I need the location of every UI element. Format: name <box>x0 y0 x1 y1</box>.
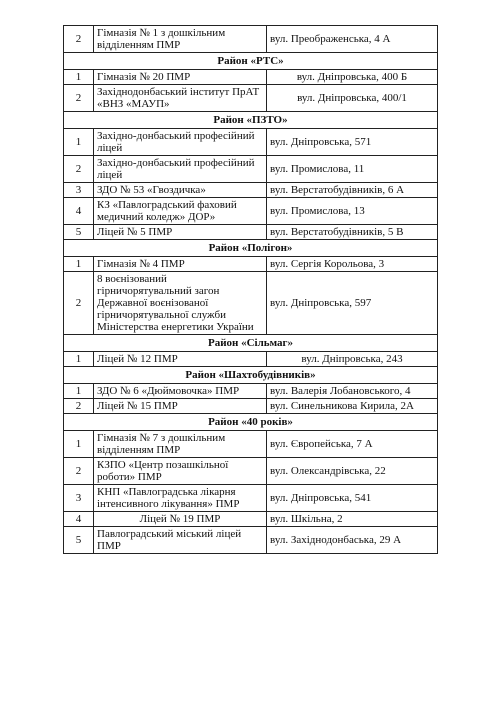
table-row <box>64 399 438 414</box>
row-number: 2 <box>64 458 94 485</box>
table-row <box>64 384 438 399</box>
institution-name: Гімназія № 20 ПМР <box>94 70 267 85</box>
row-number: 5 <box>64 527 94 554</box>
institution-name: ЗДО № 6 «Дюймовочка» ПМР <box>94 384 267 399</box>
row-number: 2 <box>64 272 94 335</box>
table-row <box>64 70 438 85</box>
institution-address: вул. Верстатобудівників, 5 В <box>267 225 438 240</box>
row-number: 2 <box>64 399 94 414</box>
institution-address: вул. Олександрівська, 22 <box>267 458 438 485</box>
table-row <box>64 26 438 53</box>
table-row <box>64 257 438 272</box>
institution-address: вул. Шкільна, 2 <box>267 512 438 527</box>
institution-address: вул. Промислова, 11 <box>267 156 438 183</box>
row-number: 1 <box>64 129 94 156</box>
institution-address: вул. Дніпровська, 597 <box>267 272 438 335</box>
table-row <box>64 183 438 198</box>
section-header-row <box>64 240 438 257</box>
row-number: 1 <box>64 257 94 272</box>
table-body <box>64 26 438 554</box>
row-number: 1 <box>64 431 94 458</box>
section-header-row <box>64 414 438 431</box>
section-title: Район «РТС» <box>64 53 438 70</box>
addresses-table <box>63 25 438 554</box>
section-header-row <box>64 367 438 384</box>
institution-name: Гімназія № 7 з дошкільним відділенням ПМР <box>94 431 267 458</box>
institution-name: Ліцей № 15 ПМР <box>94 399 267 414</box>
institution-name: КЗ «Павлоградський фаховий медичний коледж» ДОР» <box>94 198 267 225</box>
section-header-row <box>64 112 438 129</box>
section-title: Район «Полігон» <box>64 240 438 257</box>
table-row <box>64 272 438 335</box>
row-number: 2 <box>64 26 94 53</box>
table-row <box>64 431 438 458</box>
row-number: 3 <box>64 183 94 198</box>
institution-address: вул. Дніпровська, 400/1 <box>267 85 438 112</box>
institution-name: Ліцей № 5 ПМР <box>94 225 267 240</box>
institution-name: 8 воєнізований гірничорятувальний загон Державної воєнізованої гірничорятувальної служби Міністерства енергетики України <box>94 272 267 335</box>
section-title: Район «ПЗТО» <box>64 112 438 129</box>
table-row <box>64 225 438 240</box>
institution-name: Ліцей № 19 ПМР <box>94 512 267 527</box>
row-number: 5 <box>64 225 94 240</box>
section-title: Район «Шахтобудівників» <box>64 367 438 384</box>
table-row <box>64 85 438 112</box>
table-row <box>64 156 438 183</box>
institution-address: вул. Промислова, 13 <box>267 198 438 225</box>
row-number: 2 <box>64 156 94 183</box>
table-row <box>64 485 438 512</box>
institution-address: вул. Синельникова Кирила, 2А <box>267 399 438 414</box>
table-row <box>64 512 438 527</box>
institution-name: Західно-донбаський професійний ліцей <box>94 129 267 156</box>
institution-address: вул. Валерія Лобановського, 4 <box>267 384 438 399</box>
section-title: Район «40 років» <box>64 414 438 431</box>
institution-address: вул. Західнодонбаська, 29 А <box>267 527 438 554</box>
table-row <box>64 458 438 485</box>
row-number: 1 <box>64 384 94 399</box>
row-number: 3 <box>64 485 94 512</box>
institution-address: вул. Преображенська, 4 А <box>267 26 438 53</box>
institution-name: Західно-донбаський професійний ліцей <box>94 156 267 183</box>
institution-name: КНП «Павлоградська лікарня інтенсивного лікування» ПМР <box>94 485 267 512</box>
institution-name: ЗДО № 53 «Гвоздичка» <box>94 183 267 198</box>
institution-name: Гімназія № 1 з дошкільним відділенням ПМР <box>94 26 267 53</box>
institution-name: Західнодонбаський інститут ПрАТ «ВНЗ «МАУП» <box>94 85 267 112</box>
institution-name: Павлоградський міський ліцей ПМР <box>94 527 267 554</box>
section-header-row <box>64 53 438 70</box>
row-number: 1 <box>64 70 94 85</box>
institution-address: вул. Дніпровська, 243 <box>267 352 438 367</box>
institution-name: КЗПО «Центр позашкільної роботи» ПМР <box>94 458 267 485</box>
institution-address: вул. Дніпровська, 571 <box>267 129 438 156</box>
table-row <box>64 198 438 225</box>
institution-address: вул. Сергія Корольова, 3 <box>267 257 438 272</box>
table-row <box>64 129 438 156</box>
institution-name: Ліцей № 12 ПМР <box>94 352 267 367</box>
row-number: 4 <box>64 512 94 527</box>
table-row <box>64 352 438 367</box>
row-number: 1 <box>64 352 94 367</box>
institution-address: вул. Верстатобудівників, 6 А <box>267 183 438 198</box>
row-number: 4 <box>64 198 94 225</box>
section-title: Район «Сільмаг» <box>64 335 438 352</box>
row-number: 2 <box>64 85 94 112</box>
institution-address: вул. Європейська, 7 А <box>267 431 438 458</box>
institution-address: вул. Дніпровська, 541 <box>267 485 438 512</box>
table-row <box>64 527 438 554</box>
institution-name: Гімназія № 4 ПМР <box>94 257 267 272</box>
institution-address: вул. Дніпровська, 400 Б <box>267 70 438 85</box>
section-header-row <box>64 335 438 352</box>
